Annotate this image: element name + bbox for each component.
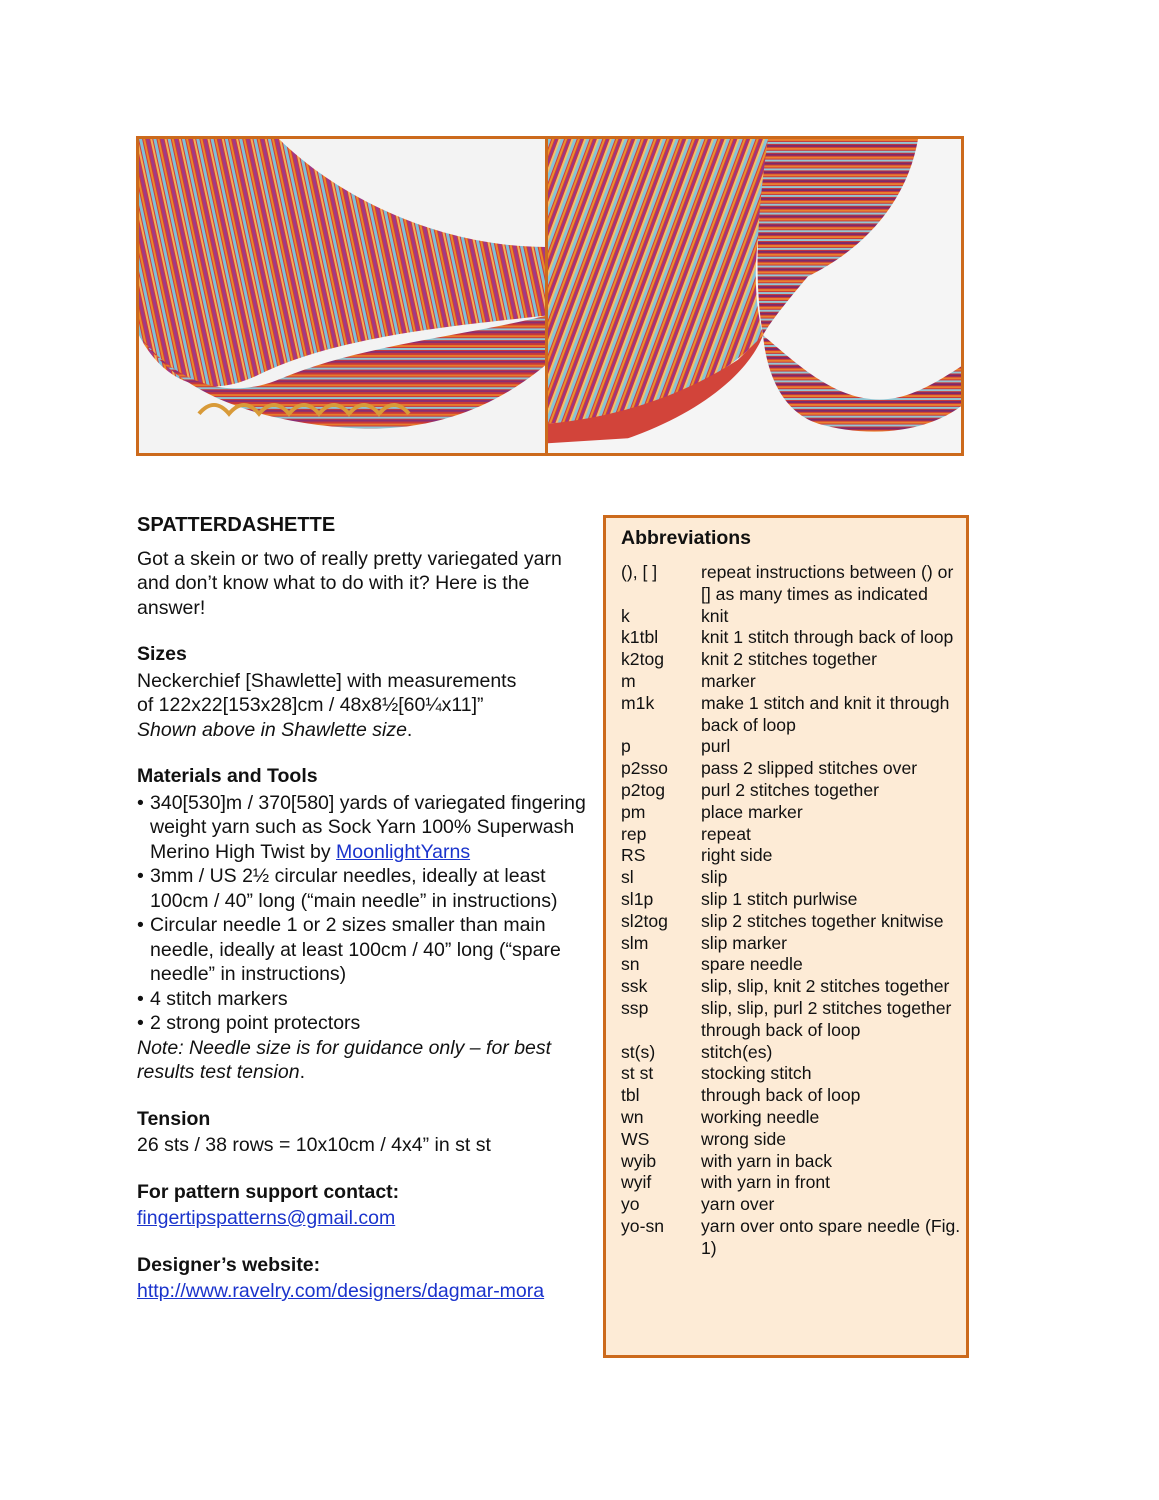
abbreviation-term: WS [621, 1128, 650, 1149]
abbreviation-row [621, 758, 961, 780]
abbreviation-term: slm [621, 932, 649, 953]
bullet-icon: • [137, 791, 144, 814]
abbreviation-definition: slip 2 stitches together knitwise [701, 910, 944, 931]
abbreviation-definition: right side [701, 845, 773, 866]
abbreviation-term: ssk [621, 976, 648, 997]
abbreviation-definition: knit 2 stitches together [701, 649, 878, 670]
abbreviation-row [621, 911, 961, 933]
abbreviations-title: Abbreviations [621, 527, 752, 549]
abbreviation-term: m [621, 670, 636, 691]
abbreviation-term: p [621, 736, 631, 757]
abbreviations-box [603, 515, 969, 1358]
abbreviation-term: wyib [621, 1150, 657, 1171]
abbreviation-definition: repeat [701, 823, 751, 844]
abbreviation-definition: with yarn in back [701, 1150, 833, 1171]
abbreviation-definition: knit [701, 605, 729, 626]
abbreviation-definition: pass 2 slipped stitches over [701, 758, 918, 779]
abbreviation-term: m1k [621, 692, 655, 713]
tension-text: 26 sts / 38 rows = 10x10cm / 4x4” in st st [137, 1134, 491, 1156]
materials-item-text: Sock Yarn 100% Superwash Merino High Twist by [150, 816, 575, 863]
abbreviation-term: st st [621, 1063, 654, 1084]
materials-item-text: Circular needle 1 or 2 sizes smaller than main needle, ideally at least 100cm / 40” long (“spare needle” in instructions) [150, 914, 561, 985]
abbreviation-row [621, 976, 961, 998]
bullet-icon: • [137, 865, 144, 887]
materials-heading: Materials and Tools [137, 765, 318, 787]
abbreviation-row [621, 1194, 961, 1216]
abbreviation-term: yo-sn [621, 1215, 665, 1236]
abbreviation-row [621, 1107, 961, 1129]
abbreviation-definition: marker [701, 670, 756, 691]
materials-item [137, 987, 597, 1012]
abbreviation-term: RS [621, 845, 646, 866]
abbreviation-row [621, 845, 961, 867]
abbreviation-row [621, 867, 961, 889]
abbreviation-definition: stitch(es) [701, 1041, 773, 1062]
abbreviation-term: (), [ ] [621, 562, 658, 582]
abbreviation-term: sl [621, 867, 634, 888]
materials-item [137, 1011, 597, 1036]
abbreviation-term: sl1p [621, 888, 654, 909]
abbreviation-definition: working needle [701, 1106, 820, 1127]
abbreviation-definition: knit 1 stitch through back of loop [701, 627, 954, 648]
sizes-note [137, 718, 597, 743]
abbreviation-row [621, 1063, 961, 1085]
abbreviation-row [621, 1042, 961, 1064]
abbreviation-term: tbl [621, 1085, 640, 1106]
designer-website-link[interactable]: http://www.ravelry.com/designers/dagmar-mora [137, 1280, 545, 1302]
abbreviation-definition: repeat instructions between () or [] as many times as indicated [701, 562, 954, 604]
abbreviation-term: p2sso [621, 758, 668, 779]
support-heading: For pattern support contact: [137, 1180, 400, 1203]
abbreviation-term: wyif [621, 1172, 652, 1193]
abbreviation-term: ssp [621, 997, 649, 1018]
abbreviation-term: rep [621, 823, 647, 844]
abbreviation-definition: through back of loop [701, 1085, 861, 1106]
materials-item [137, 913, 597, 987]
abbreviation-row [621, 736, 961, 758]
abbreviation-definition: make 1 stitch and knit it through back of loop [701, 692, 950, 735]
abbreviation-row [621, 802, 961, 824]
abbreviation-definition: place marker [701, 801, 803, 822]
abbreviation-row [621, 1129, 961, 1151]
sizes-line-2: of 122x22[153x28]cm / 48x8½[60¼x11]” [137, 694, 484, 716]
knitted-shawl-photo-right [548, 139, 964, 453]
abbreviation-row [621, 562, 961, 606]
materials-item [137, 864, 597, 913]
abbreviation-row [621, 998, 961, 1042]
materials-item-text: 3mm / US 2½ circular needles, ideally at least 100cm / 40” long (“main needle” in instructions) [150, 865, 558, 912]
abbreviation-row [621, 1172, 961, 1194]
abbreviation-row [621, 1085, 961, 1107]
abbreviation-row [621, 780, 961, 802]
knitted-shawl-photo-left [139, 139, 546, 453]
abbreviation-definition: slip marker [701, 932, 788, 953]
abbreviation-definition: purl [701, 736, 731, 757]
abbreviation-term: st(s) [621, 1041, 656, 1062]
bullet-icon: • [137, 987, 144, 1010]
abbreviation-row [621, 824, 961, 846]
abbreviation-definition: with yarn in front [701, 1172, 831, 1193]
materials-item-text: 340[530]m / 370[580] yards of variegated fingering weight yarn such as [150, 791, 586, 838]
abbreviation-term: k1tbl [621, 627, 659, 648]
pattern-title: SPATTERDASHETTE [137, 514, 336, 536]
materials-item-text: 2 strong point protectors [150, 1012, 361, 1034]
intro-text: Got a skein or two of really pretty variegated yarn and don’t know what to do with it? Here is the answer! [137, 547, 562, 619]
abbreviation-row [621, 627, 961, 649]
abbreviations-list [621, 562, 961, 1260]
abbreviation-row [621, 671, 961, 693]
abbreviation-definition: slip, slip, purl 2 stitches together through back of loop [701, 997, 952, 1040]
materials-note [137, 1036, 597, 1085]
materials-note-italic: Note: Needle size is for guidance only – for best results test tension [137, 1036, 552, 1083]
website-heading: Designer’s website: [137, 1253, 321, 1276]
tension-heading: Tension [137, 1107, 211, 1130]
abbreviation-term: k2tog [621, 649, 665, 670]
sizes-line-1: Neckerchief [Shawlette] with measurements [137, 669, 517, 692]
pattern-info-column [137, 513, 597, 1304]
abbreviation-definition: spare needle [701, 954, 803, 975]
abbreviation-term: sl2tog [621, 910, 668, 931]
abbreviation-definition: slip, slip, knit 2 stitches together [701, 976, 950, 997]
abbreviation-row [621, 649, 961, 671]
materials-item [137, 791, 597, 865]
sizes-note-italic: Shown above in Shawlette size [137, 718, 407, 741]
abbreviation-row [621, 933, 961, 955]
abbreviation-row [621, 1216, 961, 1260]
abbreviation-term: pm [621, 801, 646, 822]
bullet-icon: • [137, 914, 144, 936]
abbreviation-row [621, 693, 961, 737]
abbreviation-definition: yarn over onto spare needle (Fig. 1) [701, 1215, 961, 1258]
abbreviation-term: k [621, 605, 630, 626]
abbreviation-definition: purl 2 stitches together [701, 779, 879, 800]
abbreviation-definition: yarn over [701, 1194, 775, 1215]
abbreviation-definition: stocking stitch [701, 1063, 812, 1084]
photo-frame [136, 136, 964, 456]
materials-note-end: . [299, 1061, 306, 1083]
abbreviation-definition: slip 1 stitch purlwise [701, 888, 858, 909]
bullet-icon: • [137, 1012, 144, 1034]
sizes-heading: Sizes [137, 643, 187, 665]
abbreviation-term: sn [621, 954, 640, 975]
abbreviation-term: p2tog [621, 779, 666, 800]
support-email-link[interactable]: fingertipspatterns@gmail.com [137, 1207, 396, 1229]
abbreviation-row [621, 606, 961, 628]
sizes-note-end: . [406, 718, 413, 741]
abbreviation-definition: wrong side [701, 1128, 787, 1149]
abbreviation-term: wn [621, 1106, 644, 1127]
abbreviation-definition: slip [701, 867, 728, 888]
abbreviation-row [621, 889, 961, 911]
moonlightyarns-link[interactable]: MoonlightYarns [336, 840, 471, 863]
abbreviation-term: yo [621, 1194, 640, 1215]
materials-item-text: 4 stitch markers [150, 987, 288, 1010]
abbreviation-row [621, 1151, 961, 1173]
materials-list [137, 791, 597, 1036]
abbreviation-row [621, 954, 961, 976]
